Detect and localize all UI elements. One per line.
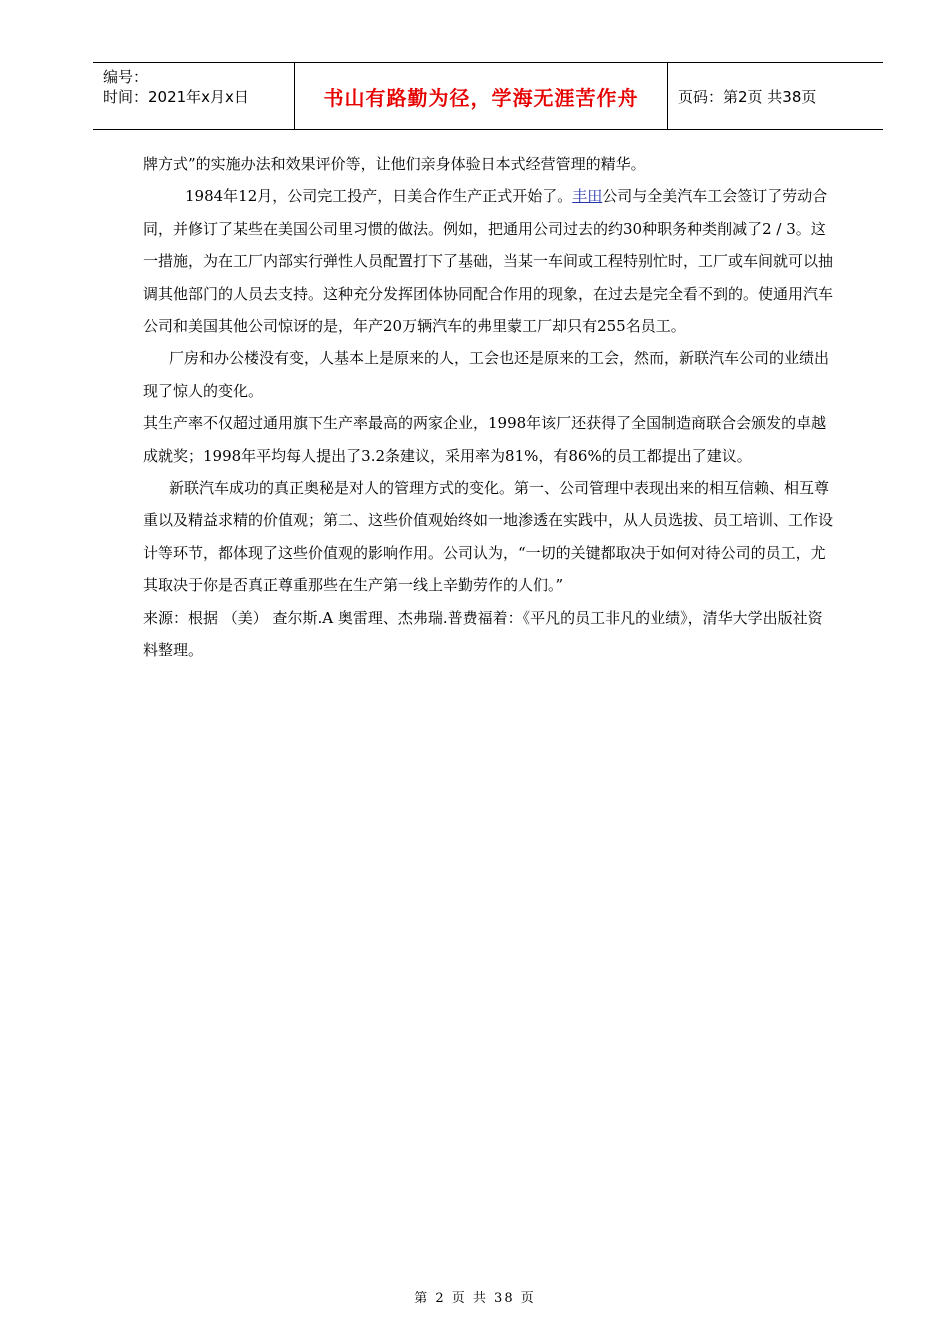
header-motto: 书山有路勤为径，学海无涯苦作舟	[323, 85, 639, 110]
paragraph-3: 厂房和办公楼没有变，人基本上是原来的人，工会也还是原来的工会，然而，新联汽车公司的业绩出现了惊人的变化。	[143, 349, 830, 400]
page-header	[93, 62, 883, 130]
doc-time-label: 时间：2021年x月x日	[103, 88, 249, 106]
paragraph-2	[143, 180, 833, 342]
paragraph-4: 其生产率不仅超过通用旗下生产率最高的两家企业，1998年该厂还获得了全国制造商联合会颁发的卓越成就奖；1998年平均每人提出了3.2条建议，采用率为81%，有86%的员工都提出了建议。	[143, 414, 827, 465]
paragraph-2-prefix: 1984年12月，公司完工投产，日美合作生产正式开始了。	[185, 187, 573, 206]
toyota-link[interactable]: 丰田	[572, 187, 603, 206]
header-page-label: 页码：第2页 共38页	[678, 87, 817, 106]
paragraph-2-suffix: 公司与全美汽车工会签订了劳动合同，并修订了某些在美国公司里习惯的做法。例如，把通用公司过去的约30种职务种类削减了2 / 3。这一措施，为在工厂内部实行弹性人员配置打下了基础，当某一车间或工程特别忙时，工厂或车间就可以抽调其他部门的人员去支持。这种充分发挥团体协同配合作用的现象，在过去是完全看不到的。使通用汽车公司和美国其他公司惊讶的是，年产20万辆汽车的弗里蒙工厂却只有255名员工。	[143, 187, 834, 336]
paragraph-5: 新联汽车成功的真正奥秘是对人的管理方式的变化。第一、公司管理中表现出来的相互信赖、相互尊重以及精益求精的价值观；第二、这些价值观始终如一地渗透在实践中，从人员选拔、员工培训、工作设计等环节，都体现了这些价值观的影响作用。公司认为，“一切的关键都取决于如何对待公司的员工，尤其取决于你是否真正尊重那些在生产第一线上辛勤劳作的人们。”	[143, 479, 834, 595]
header-motto-cell	[295, 63, 668, 129]
paragraph-1: 牌方式”的实施办法和效果评价等，让他们亲身体验日本式经营管理的精华。	[143, 155, 646, 173]
document-body	[143, 148, 833, 667]
header-meta	[93, 63, 295, 129]
page-footer: 第 2 页 共 38 页	[414, 1291, 536, 1306]
doc-number-label: 编号：	[103, 68, 149, 86]
source-note: 来源：根据 （美） 查尔斯.A 奥雷理、杰弗瑞.普费福着：《平凡的员工非凡的业绩》，清华大学出版社资料整理。	[143, 608, 823, 660]
header-page-cell	[668, 63, 883, 129]
